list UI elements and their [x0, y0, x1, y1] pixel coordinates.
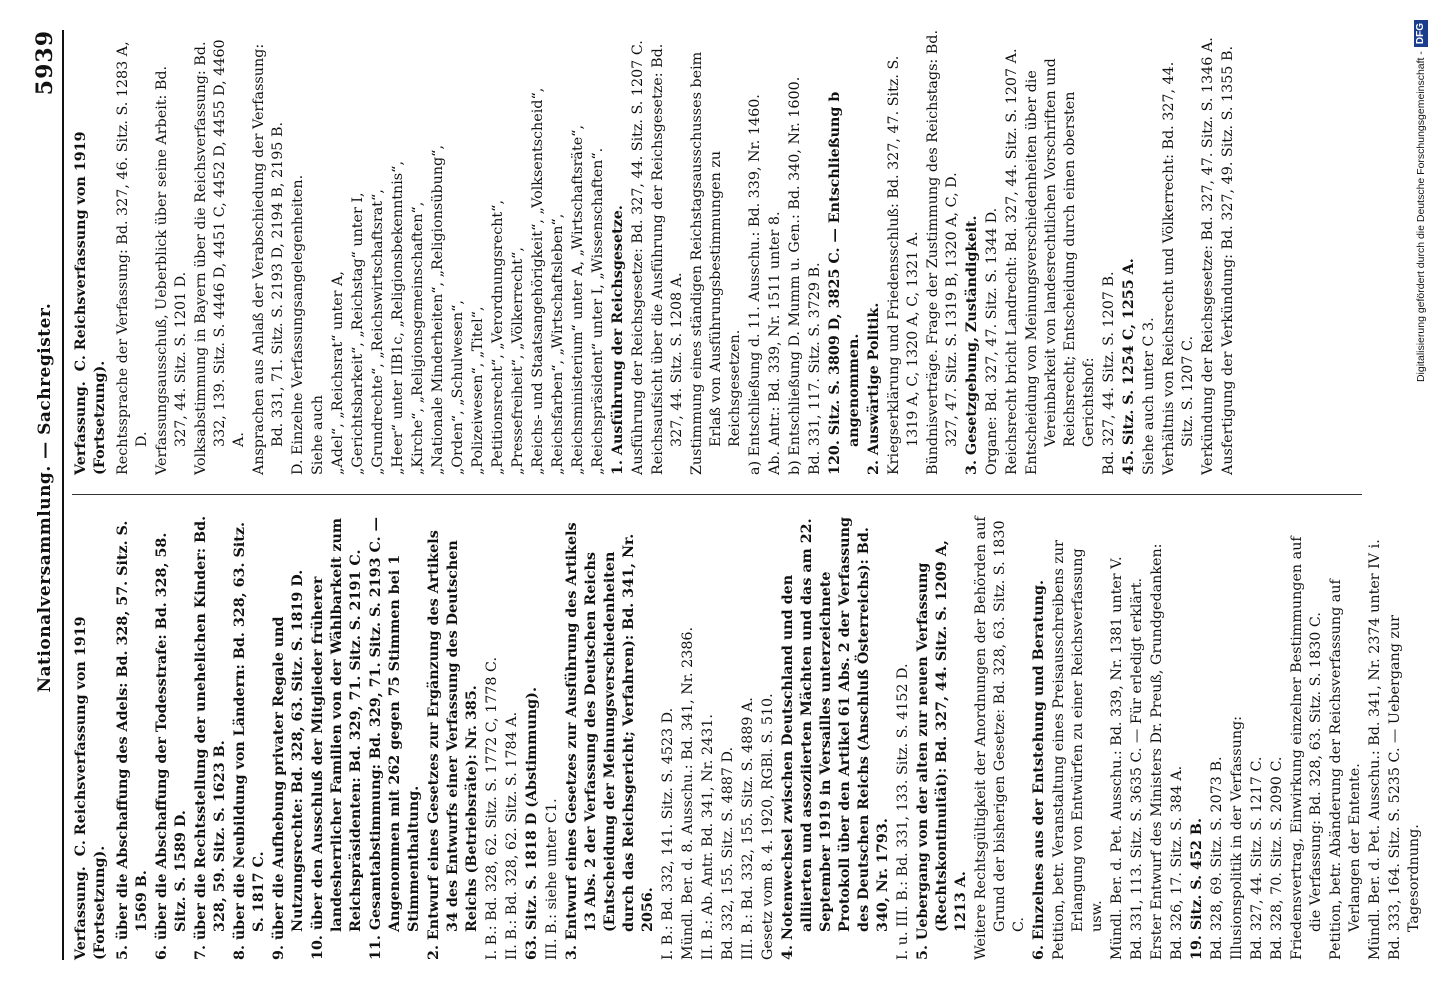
- index-entry: 6. über die Abschaffung der Todesstrafe: Bd. 328, 58. Sitz. S. 1589 D.: [154, 532, 189, 960]
- index-entry: 4. Notenwechsel zwischen Deutschland und den alliierten und assoziierten Mächten und das am 22. September 1919 in Versailles unterzeichnete Protokoll über den Artikel 61 Abs. 2 der Verfassung des Deutschen Reichs (Anschluß Österreichs): Bd. 340, Nr. 1793.: [780, 517, 891, 960]
- index-entry: 7. über die Rechtsstellung der unehelichen Kinder: Bd. 328, 59. Sitz. S. 1623 B.: [193, 515, 228, 960]
- index-entry: 3. Entwurf eines Gesetzes zur Ausführung des Artikels 13 Abs. 2 der Verfassung des Deutschen Reichs (Entscheidung der Meinungsverschiedenheiten durch das Reichsgericht; Verfahren): Bd. 341, Nr. 2056.: [564, 522, 656, 960]
- index-entry: „Grundrechte“, „Reichswirtschaftsrat“,: [370, 189, 386, 475]
- index-entry: „Petitionsrecht“, „Verordnungsrecht“,: [490, 199, 506, 475]
- index-entry: Bd. 327, 44. Sitz. S. 1207 B.: [1101, 271, 1117, 475]
- column-divider: [72, 494, 1362, 495]
- index-entry: Bd. 328, 70. Sitz. S. 2090 C.: [1269, 756, 1285, 960]
- page-number: 5939: [32, 30, 58, 96]
- index-entry: „Kirche“, „Religionsgemeinschaften“,: [410, 201, 426, 475]
- index-entry: Kriegserklärung und Friedensschluß: Bd. 327, 47. Sitz. S. 1319 A, C, 1320 A, C, 1321 A.: [886, 55, 921, 475]
- index-entry: II. B.: Bd. 328, 62. Sitz. S. 1784 A.: [504, 711, 520, 960]
- right-entries: [114, 30, 1238, 475]
- index-entry: Bd. 328, 69. Sitz. S. 2073 B.: [1209, 756, 1225, 960]
- index-entry: I. u. III. B.: Bd. 331, 133. Sitz. S. 4152 D.: [895, 663, 911, 960]
- index-entry: III. B.: Bd. 332, 155. Sitz. S. 4889 A.: [740, 697, 756, 960]
- index-entry: Siehe auch: [310, 395, 326, 475]
- index-entry: 11. Gesamtabstimmung: Bd. 329, 71. Sitz. S. 2193 C. — Angenommen mit 262 gegen 75 Stimmen bei 1 Stimmenthaltung.: [368, 517, 422, 960]
- index-entry: Verfassungsausschuß, Ueberblick über seine Arbeit: Bd. 327, 44. Sitz. S. 1201 D.: [154, 65, 189, 475]
- index-entry: „Reichsfarben“, „Wirtschaftsleben“,: [550, 213, 566, 475]
- index-entry: „Gerichtsbarkeit“, „Reichstag“ unter I,: [350, 192, 366, 475]
- index-entry: 10. über den Ausschluß der Mitglieder früherer landesherrlicher Familien von der Wählbarkeit zum Reichspräsidenten: Bd. 329, 71. Sitz. S. 2191 C.: [310, 517, 364, 960]
- index-entry: „Polizeiwesen“, „Titel“,: [470, 306, 486, 475]
- index-entry: 63. Sitz. S. 1818 D (Abstimmung).: [524, 687, 540, 960]
- index-entry: 1. Ausführung der Reichsgesetze.: [610, 205, 626, 475]
- left-column: [72, 515, 1422, 960]
- index-entry: 5. Uebergang von der alten zur neuen Verfassung (Rechtskontinuität): Bd. 327, 44. Sitz. S. 1209 A, 1213 A.: [915, 540, 969, 960]
- index-entry: Reichsaufsicht über die Ausführung der Reichsgesetze: Bd. 327, 44. Sitz. S. 1208 A.: [650, 43, 685, 475]
- index-entry: 2. Auswärtige Politik.: [866, 302, 882, 475]
- right-keyword: Verfassung.: [73, 381, 89, 475]
- index-entry: Bd. 331, 113. Sitz. S. 3635 C. — Für erledigt erklärt.: [1129, 577, 1145, 960]
- index-entry: 2. Entwurf eines Gesetzes zur Ergänzung des Artikels 34 des Entwurfs einer Verfassung des Deutschen Reichs (Betriebsräte): Nr. 385.: [426, 530, 480, 960]
- index-entry: Rechtssprache der Verfassung: Bd. 327, 46. Sitz. S. 1283 A, D.: [115, 41, 150, 475]
- index-entry: „Reichsministerium“ unter A, „Wirtschaftsräte“,: [570, 124, 586, 475]
- index-entry: 6. Einzelnes aus der Entstehung und Beratung.: [1031, 580, 1047, 960]
- index-entry: a) Entschließung d. 11. Ausschu.: Bd. 339, Nr. 1460.: [747, 94, 763, 475]
- left-entries: [114, 515, 1424, 960]
- index-entry: 3. Gesetzgebung, Zuständigkeit.: [964, 215, 980, 475]
- index-entry: Bündnisverträge. Frage der Zustimmung des Reichstags: Bd. 327, 47. Sitz. S. 1319 B, 1320 A, C, D.: [925, 30, 960, 475]
- index-entry: Reichsrecht bricht Landrecht: Bd. 327, 44. Sitz. S. 1207 A.: [1004, 48, 1020, 475]
- index-entry: Zustimmung eines ständigen Reichstagsausschusses beim Erlaß von Ausführungsbestimmungen zu Reichsgesetzen.: [689, 51, 743, 475]
- credit-text: Digitalisierung gefördert durch die Deutsche Forschungsgemeinschaft -: [1415, 51, 1427, 383]
- index-entry: III. B.: siehe unter C1.: [544, 798, 560, 960]
- right-section-title: C. Reichsverfassung von 1919 (Fortsetzung).: [73, 131, 108, 475]
- index-entry: Friedensvertrag, Einwirkung einzelner Bestimmungen auf die Verfassung: Bd. 328, 63. Sitz. S. 1830 C.: [1289, 536, 1324, 960]
- index-entry: Mündl. Ber. d. Pet. Ausschu.: Bd. 339, Nr. 1381 unter V.: [1109, 556, 1125, 960]
- index-entry: Mündl. Ber. d. Pet. Ausschu.: Bd. 341, Nr. 2374 unter IV i.: [1367, 539, 1383, 960]
- index-entry: Organe: Bd. 327, 47. Sitz. S. 1344 D.: [984, 207, 1000, 475]
- index-entry: b) Entschließung D. Mumm u. Gen.: Bd. 340, Nr. 1600.: [787, 76, 803, 475]
- index-entry: „Reichs- und Staatsangehörigkeit“, „Volksentscheid“,: [530, 87, 546, 475]
- index-entry: D. Einzelne Verfassungsangelegenheiten.: [290, 174, 306, 475]
- index-entry: I. B.: Bd. 332, 141. Sitz. S. 4523 D.: [660, 707, 676, 960]
- index-entry: Bd. 332, 155. Sitz. S. 4887 D.: [720, 746, 736, 960]
- index-entry: „Orden“, „Schulwesen“,: [450, 300, 466, 475]
- index-entry: Ausfertigung der Verkündung: Bd. 327, 49. Sitz. S. 1355 B.: [1220, 46, 1236, 475]
- page-title: Nationalversammlung. — Sachregister.: [35, 302, 55, 693]
- page-header: [28, 30, 64, 960]
- index-entry: 45. Sitz. S. 1254 C, 1255 A.: [1121, 258, 1137, 475]
- index-entry: 5. über die Abschaffung des Adels: Bd. 328, 57. Sitz. S. 1569 B.: [115, 520, 150, 960]
- index-entry: Entscheidung von Meinungsverschiedenheiten über die Vereinbarkeit von landesrechtlichen Vorschriften und Reichsrecht; Entscheidung durch einen obersten Gerichtshof:: [1024, 58, 1097, 475]
- index-entry: 9. über die Aufhebung privater Regale und Nutzungsrechte: Bd. 328, 63. Sitz. S. 1819 D.: [271, 569, 306, 960]
- index-entry: Bd. 333, 164. Sitz. S. 5235 C. — Uebergang zur Tagesordnung.: [1387, 614, 1422, 960]
- index-entry: „Reichspräsident“ unter I, „Wissenschaften“.: [590, 147, 606, 475]
- index-entry: Weitere Rechtsgültigkeit der Anordnungen der Behörden auf Grund der bisherigen Gesetze: Bd. 328, 63. Sitz. S. 1830 C.: [973, 516, 1027, 960]
- index-entry: Gesetz vom 8. 4. 1920, RGBl. S. 510.: [760, 693, 776, 960]
- right-column-heading: [72, 30, 110, 475]
- index-entry: Siehe auch unter C 3.: [1141, 317, 1157, 475]
- right-column: [72, 30, 1362, 475]
- index-entry: Mündl. Ber. d. 8. Ausschu.: Bd. 341, Nr. 2386.: [680, 626, 696, 960]
- index-entry: I. B.: Bd. 328, 62. Sitz. S. 1772 C, 1778 C.: [484, 656, 500, 960]
- dfg-logo: DFG: [1414, 20, 1428, 47]
- index-entry: Ausführung der Reichsgesetze: Bd. 327, 44. Sitz. S. 1207 C.: [630, 40, 646, 475]
- index-entry: Volksabstimmung in Bayern über die Reichsverfassung: Bd. 332, 139. Sitz. S. 4446 D, 4451 C, 4452 D, 4455 D, 4460 A.: [193, 39, 247, 475]
- index-entry: 19. Sitz. S. 452 B.: [1189, 818, 1205, 960]
- index-entry: Bd. 326, 17. Sitz. S. 384 A.: [1169, 765, 1185, 960]
- index-entry: Erster Entwurf des Ministers Dr. Preuß, Grundgedanken:: [1149, 543, 1165, 960]
- left-column-heading: [72, 515, 110, 960]
- index-entry: „Adel“, „Reichsrat“ unter A,: [330, 271, 346, 475]
- left-keyword: Verfassung.: [73, 866, 89, 960]
- index-entry: „Heer“ unter IIB1c, „Religionsbekenntnis“,: [390, 160, 406, 475]
- index-entry: Bd. 331, 117. Sitz. S. 3729 B.: [807, 262, 823, 475]
- index-entry: Bd. 327, 44. Sitz. S. 1217 C.: [1249, 756, 1265, 960]
- index-entry: II. B.: Ab. Antr. Bd. 341, Nr. 2431.: [700, 714, 716, 960]
- index-entry: 120. Sitz. S. 3809 D, 3825 C. — Entschließung b angenommen.: [827, 91, 862, 475]
- index-entry: Ansprachen aus Anlaß der Verabschiedung der Verfassung: Bd. 331, 71. Sitz. S. 2193 D, 2194 B, 2195 B.: [251, 43, 286, 475]
- index-entry: Petition, betr. Veranstaltung eines Preisausschreibens zur Erlangung von Entwürfen zu einer Reichsverfassung usw.: [1051, 540, 1105, 960]
- digitization-credit: [1414, 20, 1428, 980]
- index-entry: Ab. Antr.: Bd. 339, Nr. 1511 unter 8.: [767, 211, 783, 475]
- index-entry: Verkündung der Reichsgesetze: Bd. 327, 47. Sitz. S. 1346 A.: [1200, 37, 1216, 475]
- index-entry: Illusionspolitik in der Verfassung:: [1229, 716, 1245, 960]
- index-entry: „Nationale Minderheiten“, „Religionsübung“,: [430, 144, 446, 475]
- left-section-title: C. Reichsverfassung von 1919 (Fortsetzung).: [73, 616, 108, 960]
- index-entry: 8. über die Neubildung von Ländern: Bd. 328, 63. Sitz. S. 1817 C.: [232, 522, 267, 960]
- index-entry: Verhältnis von Reichsrecht und Völkerrecht: Bd. 327, 44. Sitz. S. 1207 C.: [1161, 61, 1196, 475]
- index-entry: „Pressefreiheit“, „Völkerrecht“,: [510, 247, 526, 475]
- index-entry: Petition, betr. Abänderung der Reichsverfassung auf Verlangen der Entente.: [1328, 579, 1363, 960]
